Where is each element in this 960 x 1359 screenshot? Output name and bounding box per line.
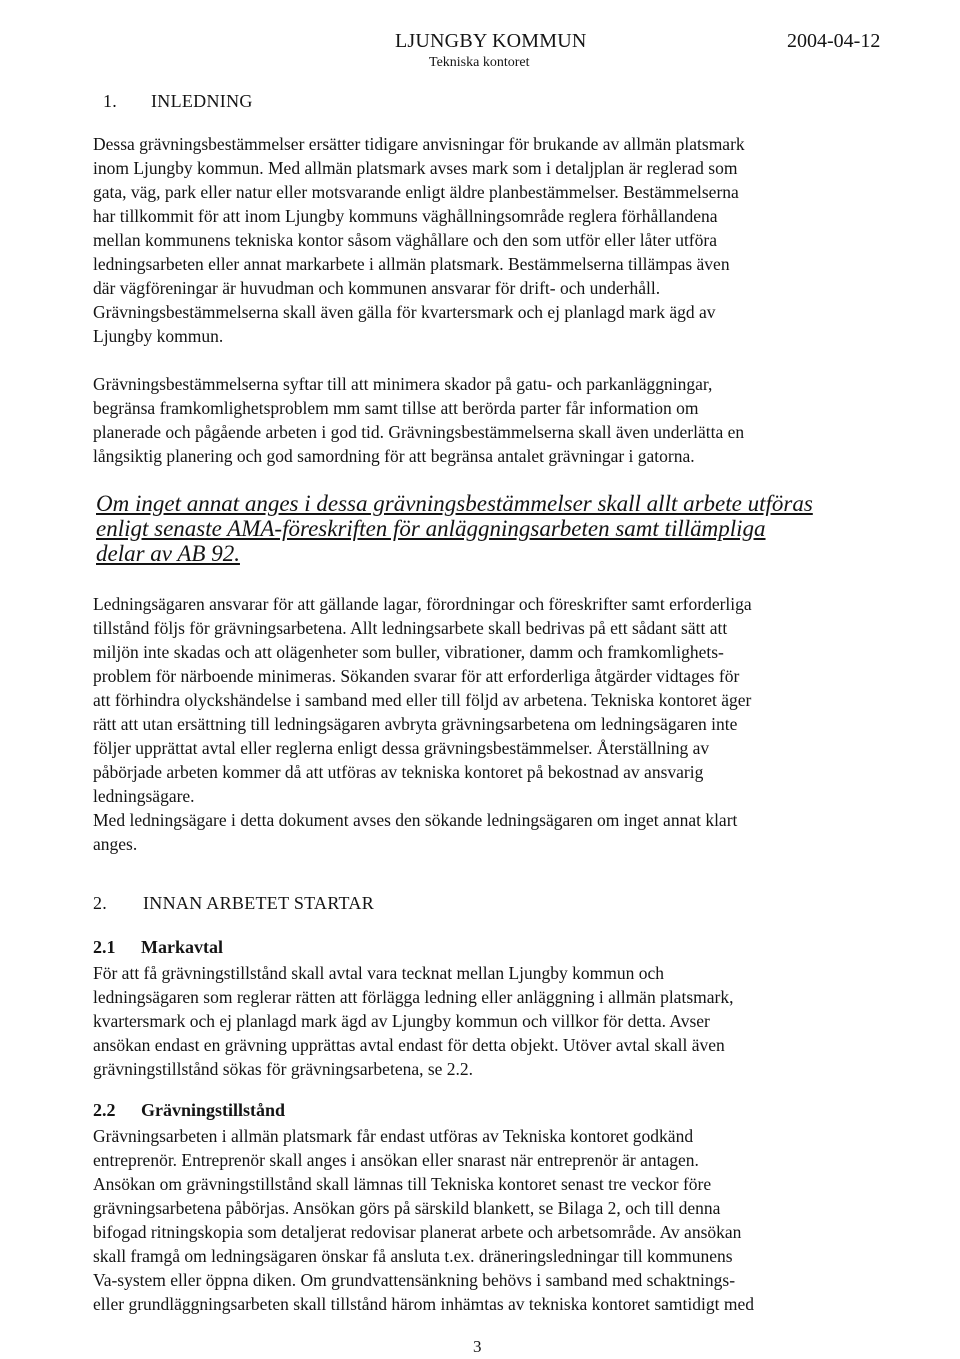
paragraph-purpose: [93, 372, 883, 468]
paragraph-line: Grävningsbestämmelserna skall även gälla för kvartersmark och ej planlagd mark ägd av: [93, 302, 716, 322]
paragraph-line: Grävningsarbeten i allmän platsmark får endast utföras av Tekniska kontoret godkänd: [93, 1126, 694, 1146]
paragraph-line: eller grundläggningsarbeten skall tillstånd härom inhämtas av tekniska kontoret samtidigt med: [93, 1294, 754, 1314]
paragraph-line: planerade och pågående arbeten i god tid. Grävningsbestämmelserna skall även underlätta en: [93, 422, 745, 442]
emphasized-line: delar av AB 92.: [96, 541, 240, 566]
subsection-number: 2.2: [93, 1100, 116, 1120]
paragraph-line: Med ledningsägare i detta dokument avses den sökande ledningsägaren om inget annat klart: [93, 810, 738, 830]
paragraph-line: har tillkommit för att inom Ljungby kommuns väghållningsområde reglera förhållandena: [93, 206, 718, 226]
paragraph-line: entreprenör. Entreprenör skall anges i ansökan eller snarast när entreprenör är antagen.: [93, 1150, 699, 1170]
paragraph-line: Ledningsägaren ansvarar för att gällande lagar, förordningar och föreskrifter samt erforderliga: [93, 594, 752, 614]
section-heading-innan-arbetet-startar: [93, 893, 374, 914]
section-title: INLEDNING: [151, 91, 253, 111]
subsection-number: 2.1: [93, 937, 116, 957]
paragraph-line: grävningstillstånd sökas för grävningsarbetena, se 2.2.: [93, 1059, 474, 1079]
paragraph-line: Grävningsbestämmelserna syftar till att minimera skador på gatu- och parkanläggningar,: [93, 374, 713, 394]
paragraph-line: bifogad ritningskopia som detaljerat redovisar planerat arbete och arbetsområde. Av ansökan: [93, 1222, 742, 1242]
paragraph-line: rätt att utan ersättning till ledningsägaren avbryta grävningsarbetena om ledningsägaren inte: [93, 714, 738, 734]
paragraph-line: anges.: [93, 834, 138, 854]
paragraph-line: ansökan endast en grävning upprättas avtal endast för detta objekt. Utöver avtal skall även: [93, 1035, 725, 1055]
paragraph-line: mellan kommunens tekniska kontor såsom väghållare och den som utför eller låter utföra: [93, 230, 717, 250]
paragraph-line: Ljungby kommun.: [93, 326, 224, 346]
paragraph-intro: [93, 132, 883, 348]
paragraph-responsibility: [93, 592, 883, 856]
paragraph-gravningstillstand: [93, 1124, 883, 1316]
subsection-title: Grävningstillstånd: [141, 1100, 286, 1120]
section-number: 2.: [93, 893, 108, 913]
subsection-title: Markavtal: [141, 937, 223, 957]
emphasized-line: Om inget annat anges i dessa grävningsbestämmelser skall allt arbete utföras: [96, 491, 813, 516]
document-header-department: Tekniska kontoret: [429, 55, 530, 70]
paragraph-line: inom Ljungby kommun. Med allmän platsmark avses mark som i detaljplan är reglerad som: [93, 158, 738, 178]
paragraph-line: att förhindra olyckshändelse i samband med eller till följd av arbetena. Tekniska kontoret äger: [93, 690, 752, 710]
section-title: INNAN ARBETET STARTAR: [143, 893, 375, 913]
paragraph-line: där vägföreningar är huvudman och kommunen ansvarar för drift- och underhåll.: [93, 278, 661, 298]
section-number: 1.: [103, 91, 118, 111]
emphasized-statement: [96, 491, 896, 566]
paragraph-line: påbörjade arbeten kommer då att utföras av tekniska kontoret på bekostnad av ansvarig: [93, 762, 704, 782]
paragraph-line: ledningsägaren som reglerar rätten att förlägga ledning eller anläggning i allmän platsmark,: [93, 987, 734, 1007]
paragraph-line: Ansökan om grävningstillstånd skall lämnas till Tekniska kontoret senast tre veckor före: [93, 1174, 712, 1194]
section-heading-inledning: [103, 91, 253, 112]
page-number: 3: [473, 1337, 482, 1356]
paragraph-line: ledningsägare.: [93, 786, 195, 806]
paragraph-line: följer upprättat avtal eller reglerna enligt dessa grävningsbestämmelser. Återställning av: [93, 738, 710, 758]
paragraph-line: begränsa framkomlighetsproblem mm samt tillse att berörda parter får information om: [93, 398, 699, 418]
paragraph-line: miljön inte skadas och att olägenheter som buller, vibrationer, damm och framkomlighets-: [93, 642, 724, 662]
paragraph-line: problem för närboende minimeras. Sökanden svarar för att erforderliga åtgärder vidtages för: [93, 666, 740, 686]
paragraph-line: skall framgå om ledningsägaren önskar få ansluta t.ex. dräneringsledningar till kommunens: [93, 1246, 733, 1266]
paragraph-line: tillstånd följs för grävningsarbetena. Allt ledningsarbete skall bedrivas på ett sådant sätt att: [93, 618, 728, 638]
paragraph-line: långsiktig planering och god samordning för att begränsa antalet grävningar i gatorna.: [93, 446, 695, 466]
paragraph-line: Va-system eller öppna diken. Om grundvattensänkning behövs i samband med schaktnings-: [93, 1270, 736, 1290]
paragraph-line: Dessa grävningsbestämmelser ersätter tidigare anvisningar för brukande av allmän platsmark: [93, 134, 745, 154]
emphasized-line: enligt senaste AMA-föreskriften för anläggningsarbeten samt tillämpliga: [96, 516, 766, 541]
paragraph-line: kvartersmark och ej planlagd mark ägd av Ljungby kommun och villkor för detta. Avser: [93, 1011, 710, 1031]
paragraph-line: För att få grävningstillstånd skall avtal vara tecknat mellan Ljungby kommun och: [93, 963, 665, 983]
document-header-date: 2004-04-12: [787, 30, 881, 52]
document-header-organization: LJUNGBY KOMMUN: [395, 30, 587, 52]
paragraph-line: grävningsarbetena påbörjas. Ansökan görs på särskild blankett, se Bilaga 2, och till denna: [93, 1198, 721, 1218]
paragraph-line: ledningsarbeten eller annat markarbete i allmän platsmark. Bestämmelserna tillämpas även: [93, 254, 730, 274]
paragraph-line: gata, väg, park eller natur eller motsvarande enligt äldre planbestämmelser. Bestämmelserna: [93, 182, 739, 202]
subsection-heading-gravningstillstand: [93, 1100, 285, 1121]
paragraph-markavtal: [93, 961, 883, 1081]
subsection-heading-markavtal: [93, 937, 223, 958]
